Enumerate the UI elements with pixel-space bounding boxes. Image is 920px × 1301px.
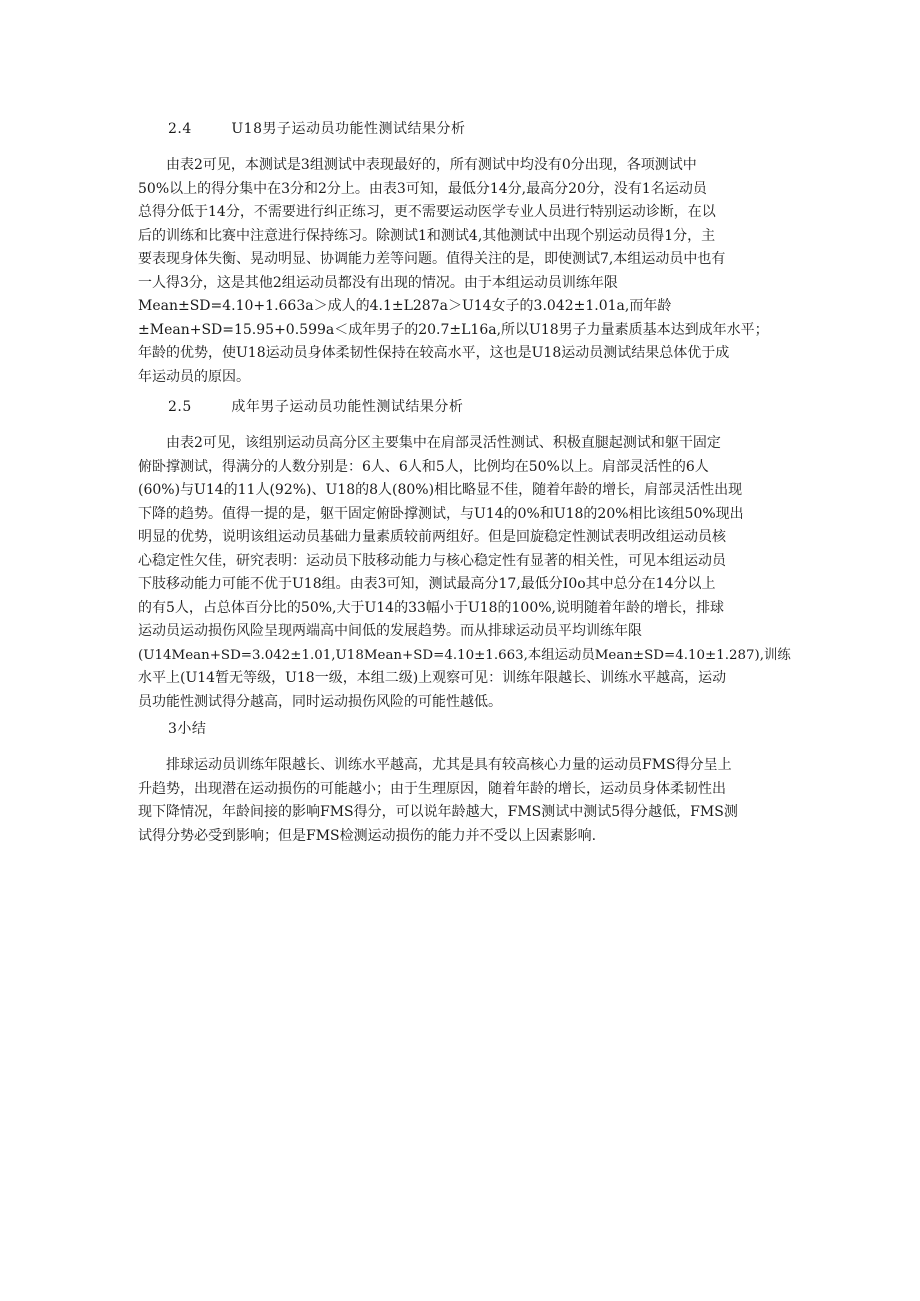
paragraph-line: 由表2可见，本测试是3组测试中表现最好的，所有测试中均没有0分出现，各项测试中 xyxy=(166,157,697,173)
paragraph-line: ±Mean+SD=15.95+0.599a＜成年男子的20.7±L16a,所以U18男子力量素质基本达到成年水平； xyxy=(138,321,769,338)
paragraph-line: 年运动员的原因。 xyxy=(138,368,250,385)
paragraph-line: 明显的优势，说明该组运动员基础力量素质较前两组好。但是回旋稳定性测试表明改组运动员核 xyxy=(138,529,726,545)
paragraph-line: 一人得3分，这是其他2组运动员都没有出现的情况。由于本组运动员训练年限 xyxy=(138,274,618,291)
paragraph-line: 现下降情况，年龄间接的影响FMS得分，可以说年龄越大，FMS测试中测试5得分越低，FMS测 xyxy=(138,804,738,820)
section-paragraph-2-5 xyxy=(138,432,798,714)
section-heading-2-5: 2.5 成年男子运动员功能性测试结果分析 xyxy=(168,399,464,415)
paragraph-line: 总得分低于14分，不需要进行纠正练习，更不需要运动医学专业人员进行特别运动诊断，在以 xyxy=(138,204,716,220)
section-heading-2-4: 2.4 U18男子运动员功能性测试结果分析 xyxy=(168,121,466,137)
paragraph-line: 下降的趋势。值得一提的是，躯干固定俯卧撑测试，与U14的0%和U18的20%相比该组50%现出 xyxy=(138,505,744,522)
paragraph-line: 俯卧撑测试，得满分的人数分别是：6人、6人和5人，比例均在50%以上。肩部灵活性的6人 xyxy=(138,458,709,475)
section-paragraph-3 xyxy=(138,754,798,848)
paragraph-line: 排球运动员训练年限越长、训练水平越高，尤其是具有较高核心力量的运动员FMS得分呈上 xyxy=(166,757,732,773)
paragraph-line: 年龄的优势，使U18运动员身体柔韧性保持在较高水平，这也是U18运动员测试结果总体优于成 xyxy=(138,345,730,361)
paragraph-line: 试得分势必受到影响；但是FMS检测运动损伤的能力并不受以上因素影响. xyxy=(138,827,597,844)
paragraph-line: 50%以上的得分集中在3分和2分上。由表3可知，最低分14分,最高分20分，没有1名运动员 xyxy=(138,180,707,197)
paragraph-line: 后的训练和比赛中注意进行保持练习。除测试1和测试4,其他测试中出现个别运动员得1分，主 xyxy=(138,227,716,244)
paragraph-line: 下肢移动能力可能不优于U18组。由表3可知，测试最高分17,最低分I0o其中总分在14分以上 xyxy=(138,576,716,592)
section-heading-3: 3小结 xyxy=(168,721,207,737)
paragraph-line: 升趋势，出现潜在运动损伤的可能越小；由于生理原因，随着年龄的增长，运动员身体柔韧性出 xyxy=(138,780,726,797)
paragraph-line: 员功能性测试得分越高，同时运动损伤风险的可能性越低。 xyxy=(138,693,502,710)
paragraph-line: 由表2可见，该组别运动员高分区主要集中在肩部灵活性测试、积极直腿起测试和躯干固定 xyxy=(166,435,721,451)
paragraph-line: (U14Mean+SD=3.042±1.01,U18Mean+SD=4.10±1.663,本组运动员Mean±SD=4.10±1.287),训练 xyxy=(138,647,791,663)
paragraph-line: Mean±SD=4.10+1.663a＞成人的4.1±L287a＞U14女子的3.042±1.01a,而年龄 xyxy=(138,298,672,314)
paragraph-line: 心稳定性欠佳，研究表明：运动员下肢移动能力与核心稳定性有显著的相关性，可见本组运动员 xyxy=(138,552,726,569)
paragraph-line: 的有5人，占总体百分比的50%,大于U14的33幅小于U18的100%,说明随着年龄的增长，排球 xyxy=(138,599,724,616)
paragraph-line: 要表现身体失衡、晃动明显、协调能力差等问题。值得关注的是，即使测试7,本组运动员中也有 xyxy=(138,251,726,267)
section-paragraph-2-4 xyxy=(138,154,798,389)
paragraph-line: 运动员运动损伤风险呈现两端高中间低的发展趋势。而从排球运动员平均训练年限 xyxy=(138,623,642,639)
paragraph-line: (60%)与U14的11人(92%)、U18的8人(80%)相比略显不佳，随着年龄的增长，肩部灵活性出现 xyxy=(138,482,743,498)
paragraph-line: 水平上(U14暂无等级，U18一级，本组二级)上观察可见：训练年限越长、训练水平越高，运动 xyxy=(138,670,727,686)
